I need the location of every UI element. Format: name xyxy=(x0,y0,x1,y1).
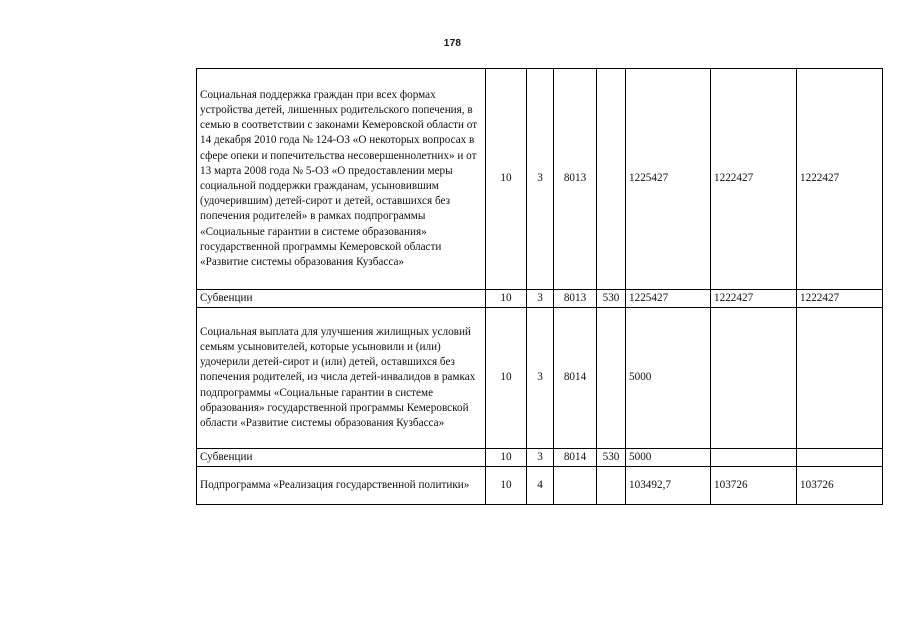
target-code xyxy=(554,467,597,505)
expense-type-code xyxy=(597,467,626,505)
expense-type-code xyxy=(597,69,626,290)
subsection-code: 3 xyxy=(527,308,554,449)
amount-year-2: 1222427 xyxy=(711,290,797,308)
amount-year-3: 1222427 xyxy=(797,69,883,290)
target-code: 8014 xyxy=(554,449,597,467)
subsection-code: 3 xyxy=(527,449,554,467)
table-row xyxy=(197,69,883,290)
section-code: 10 xyxy=(486,467,527,505)
amount-year-1: 5000 xyxy=(626,308,711,449)
section-code: 10 xyxy=(486,290,527,308)
amount-year-1: 1225427 xyxy=(626,69,711,290)
subsection-code: 3 xyxy=(527,69,554,290)
target-code: 8013 xyxy=(554,69,597,290)
table-row xyxy=(197,290,883,308)
amount-year-1: 5000 xyxy=(626,449,711,467)
section-code: 10 xyxy=(486,308,527,449)
row-description: Социальная выплата для улучшения жилищных условий семьям усыновителей, которые усыновили и (или) удочерили детей-сирот и (или) детей, оставшихся без попечения родителей, из числа детей-инвалидов в рамках подпрограммы «Социальные гарантии в системе образования» государственной программы Кемеровской области «Развитие системы образования Кузбасса» xyxy=(197,308,486,449)
section-code: 10 xyxy=(486,449,527,467)
expense-type-code: 530 xyxy=(597,290,626,308)
amount-year-3 xyxy=(797,449,883,467)
row-description: Субвенции xyxy=(197,449,486,467)
section-code: 10 xyxy=(486,69,527,290)
amount-year-2: 1222427 xyxy=(711,69,797,290)
amount-year-3: 103726 xyxy=(797,467,883,505)
table-row xyxy=(197,449,883,467)
row-description: Социальная поддержка граждан при всех формах устройства детей, лишенных родительского попечения, в семью в соответствии с законами Кемеровской области от 14 декабря 2010 года № 124-ОЗ «О некоторых вопросах в сфере опеки и попечительства несовершеннолетних» и от 13 марта 2008 года № 5-ОЗ «О предоставлении меры социальной поддержки гражданам, усыновившим (удочерившим) детей-сирот и детей, оставшихся без попечения родителей» в рамках подпрограммы «Социальные гарантии в системе образования» государственной программы Кемеровской области «Развитие системы образования Кузбасса» xyxy=(197,69,486,290)
amount-year-2 xyxy=(711,308,797,449)
amount-year-1: 1225427 xyxy=(626,290,711,308)
target-code: 8013 xyxy=(554,290,597,308)
amount-year-2: 103726 xyxy=(711,467,797,505)
amount-year-2 xyxy=(711,449,797,467)
table-row xyxy=(197,308,883,449)
subsection-code: 4 xyxy=(527,467,554,505)
expense-type-code: 530 xyxy=(597,449,626,467)
amount-year-1: 103492,7 xyxy=(626,467,711,505)
row-description: Подпрограмма «Реализация государственной политики» xyxy=(197,467,486,505)
expense-type-code xyxy=(597,308,626,449)
subsection-code: 3 xyxy=(527,290,554,308)
amount-year-3: 1222427 xyxy=(797,290,883,308)
amount-year-3 xyxy=(797,308,883,449)
table-row xyxy=(197,467,883,505)
page-number: 178 xyxy=(443,38,462,49)
target-code: 8014 xyxy=(554,308,597,449)
budget-table xyxy=(196,68,883,505)
row-description: Субвенции xyxy=(197,290,486,308)
